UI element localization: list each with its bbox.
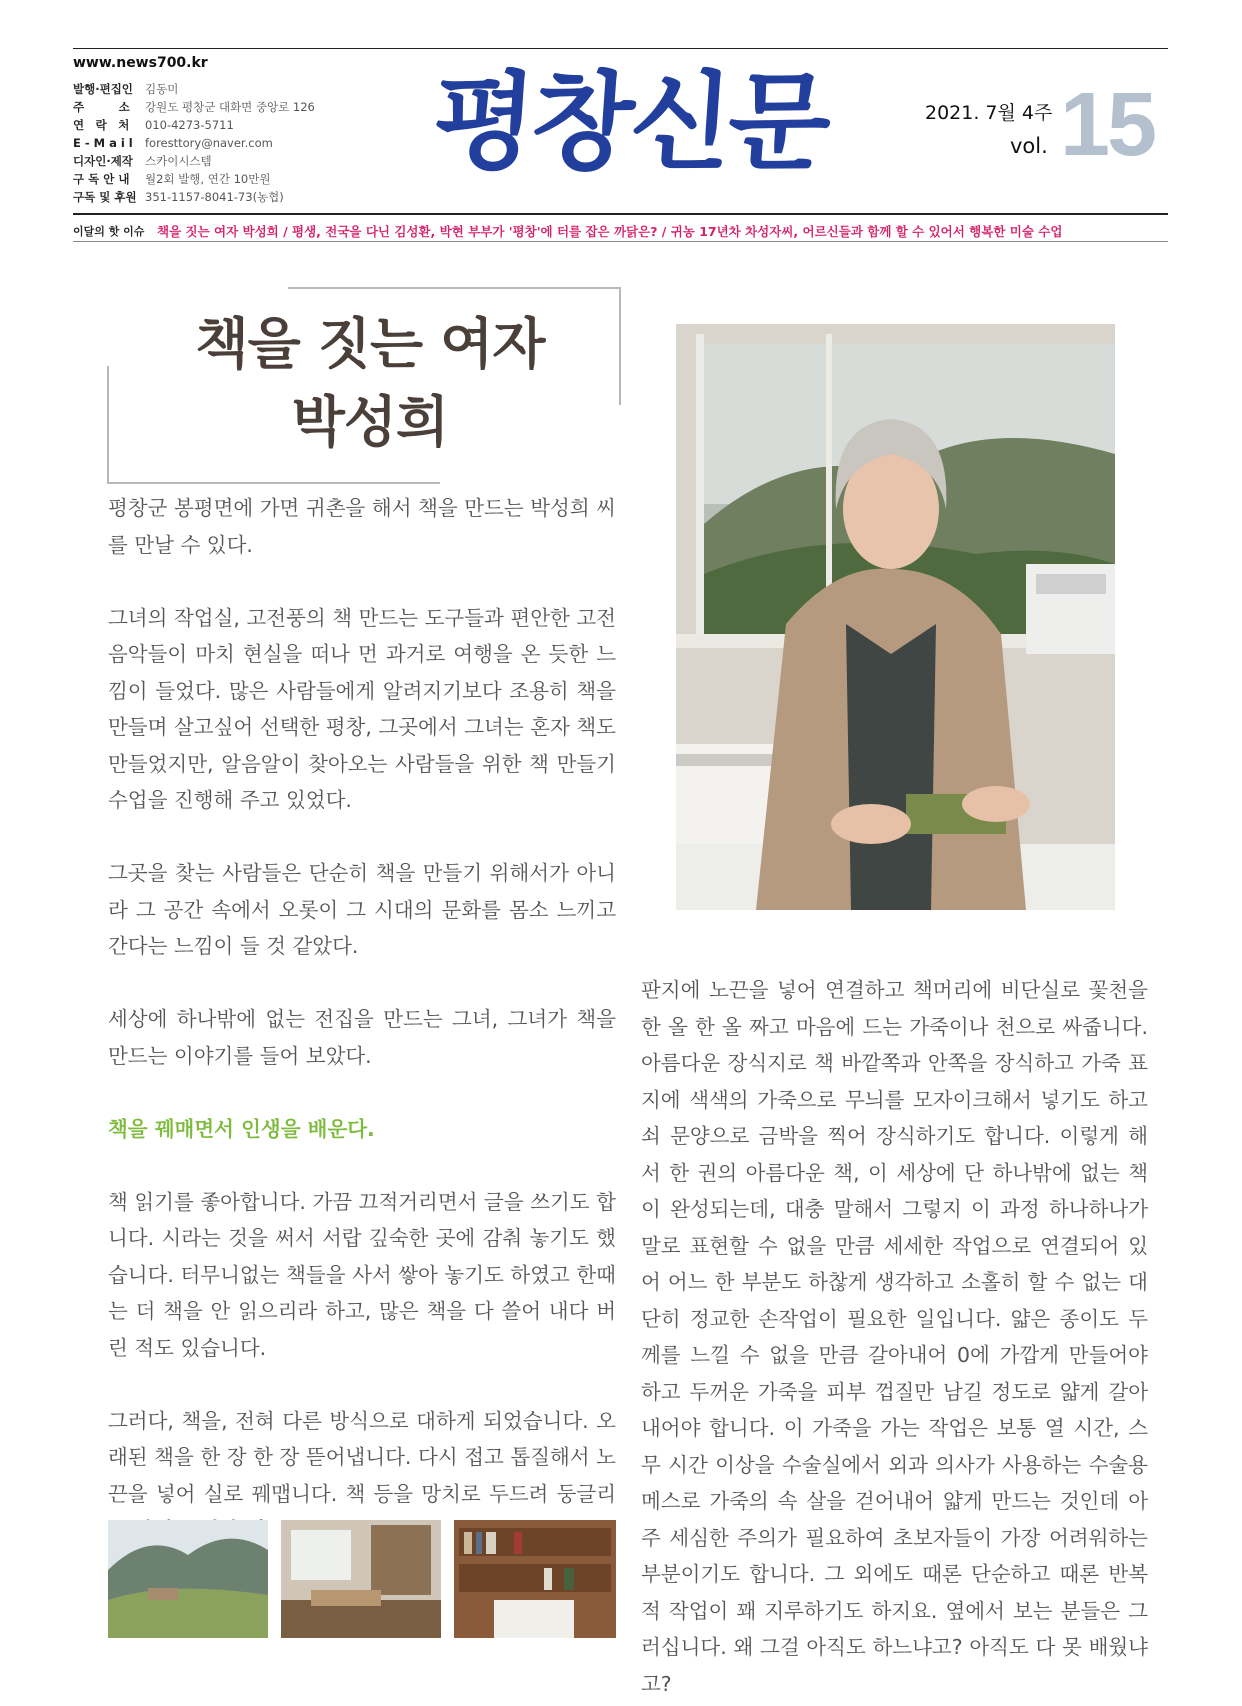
issue-date: 2021. 7월 4주 xyxy=(925,102,1053,124)
publisher-info xyxy=(73,80,315,206)
info-value: foresttory@naver.com xyxy=(145,136,273,150)
info-value: 김동미 xyxy=(145,82,179,96)
issue-vol-label: vol. xyxy=(1010,134,1048,158)
hot-issue-label: 이달의 핫 이슈 xyxy=(73,225,145,238)
info-label: E - M a i l xyxy=(73,136,133,150)
info-label: 구독 및 후원 xyxy=(73,190,137,204)
site-url[interactable]: www.news700.kr xyxy=(73,55,208,71)
section-subheading: 책을 꿰매면서 인생을 배운다. xyxy=(108,1116,375,1141)
info-row xyxy=(73,152,315,170)
masthead-rule xyxy=(73,213,1168,215)
title-frame-top xyxy=(288,287,621,289)
workshop-photo-art xyxy=(281,1520,441,1638)
title-line-2: 박성희 xyxy=(291,390,449,454)
mountain-photo xyxy=(108,1520,268,1638)
paragraph: 판지에 노끈을 넣어 연결하고 책머리에 비단실로 꽃천을 한 올 한 올 짜고 마음에 드는 가죽이나 천으로 싸줍니다. 아름다운 장식지로 책 바깥쪽과 안쪽을 장식하고 가죽 표지에 색색의 가죽으로 무늬를 모자이크해서 넣기도 하고 쇠 문양으로 금박을 찍어 장식하기도 합니다. 이렇게 해서 한 권의 아름다운 책, 이 세상에 단 하나밖에 없는 책이 완성되는데, 대충 말해서 그렇지 이 과정 하나하나가 말로 표현할 수 없을 만큼 세세한 작업으로 연결되어 있어 어느 한 부분도 하찮게 생각하고 소홀히 할 수 없는 대단히 정교한 손작업이 필요한 일입니다. 얇은 종이도 두께를 느낄 수 없을 만큼 갈아내어 0에 가깝게 만들어야 하고 두꺼운 가죽을 피부 껍질만 남길 정도로 얇게 갈아 내어야 합니다. 이 가죽을 가는 작업은 보통 열 시간, 스무 시간 이상을 수술실에서 외과 의사가 사용하는 수술용 메스로 가죽의 속 살을 걷어내어 얇게 만드는 것인데 아주 세심한 주의가 필요하여 초보자들이 가장 어려워하는 부분이기도 합니다. 그 외에도 때론 단순하고 때론 반복적 작업이 꽤 지루하기도 하지요. 옆에서 보는 분들은 그러십니다. 왜 그걸 아직도 하느냐고? 아직도 다 못 배웠냐고? xyxy=(641,978,1148,1696)
info-label: 디자인·제작 xyxy=(73,154,133,168)
bookshelf-photo xyxy=(454,1520,616,1638)
top-rule xyxy=(73,48,1168,49)
left-column xyxy=(108,490,616,1585)
info-value: 010-4273-5711 xyxy=(145,118,234,132)
paragraph: 그녀의 작업실, 고전풍의 책 만드는 도구들과 편안한 고전음악들이 마치 현실을 떠나 먼 과거로 여행을 온 듯한 느낌이 들었다. 많은 사람들에게 알려지기보다 조용히 책을 만들며 살고싶어 선택한 평창, 그곳에서 그녀는 혼자 책도 만들었지만, 알음알이 찾아오는 사람들을 위한 책 만들기 수업을 진행해 주고 있었다. xyxy=(108,605,616,812)
title-frame-bottom xyxy=(107,482,440,484)
article-title xyxy=(110,305,630,461)
hot-issue-bar xyxy=(73,220,1168,242)
info-value: 스카이시스템 xyxy=(145,154,212,168)
portrait-photo xyxy=(676,324,1115,910)
right-column xyxy=(641,972,1148,1702)
paragraph: 세상에 하나밖에 없는 전집을 만드는 그녀, 그녀가 책을 만드는 이야기를 들어 보았다. xyxy=(108,1007,616,1068)
info-row xyxy=(73,116,315,134)
info-row xyxy=(73,188,315,206)
info-row xyxy=(73,98,315,116)
portrait-photo-art xyxy=(676,324,1115,910)
info-row xyxy=(73,134,315,152)
paragraph: 평창군 봉평면에 가면 귀촌을 해서 책을 만드는 박성희 씨를 만날 수 있다. xyxy=(108,496,616,557)
info-label: 발행·편집인 xyxy=(73,82,133,96)
info-value: 351-1157-8041-73(농협) xyxy=(145,190,284,204)
info-row xyxy=(73,80,315,98)
topic-rule xyxy=(73,241,1168,242)
paragraph: 그곳을 찾는 사람들은 단순히 책을 만들기 위해서가 아니라 그 공간 속에서 오롯이 그 시대의 문화를 몸소 느끼고 간다는 느낌이 들 것 같았다. xyxy=(108,861,616,958)
info-row xyxy=(73,170,315,188)
paragraph: 책 읽기를 좋아합니다. 가끔 끄적거리면서 글을 쓰기도 합니다. 시라는 것을 써서 서랍 깊숙한 곳에 감춰 놓기도 했습니다. 터무니없는 책들을 사서 쌓아 놓기도 하였고 한때는 더 책을 안 읽으리라 하고, 많은 책을 다 쓸어 내다 버린 적도 있습니다. xyxy=(108,1189,616,1360)
title-frame-left xyxy=(107,366,109,484)
info-label: 연 락 처 xyxy=(73,118,130,132)
info-value: 강원도 평창군 대화면 중앙로 126 xyxy=(145,100,315,114)
paragraph: 그러다, 책을, 전혀 다른 방식으로 대하게 되었습니다. 오래된 책을 한 장 한 장 뜯어냅니다. 다시 접고 톱질해서 노끈을 넣어 실로 꿰맵니다. 책 등을 망치로 두드려 둥글리 xyxy=(108,1408,616,1506)
info-label: 주 소 xyxy=(73,100,130,114)
workshop-photo xyxy=(281,1520,441,1638)
hot-issue-text[interactable]: 책을 짓는 여자 박성희 / 평생, 전국을 다닌 김성환, 박현 부부가 '평창'에 터를 잡은 까닭은? / 귀농 17년차 차성자씨, 어르신들과 함께 할 수 있어서 행복한 미술 수업 xyxy=(157,224,1063,239)
bookshelf-photo-art xyxy=(454,1520,616,1638)
newspaper-logo: 평창신문 xyxy=(428,59,832,184)
issue-number: 15 xyxy=(1060,75,1155,175)
mountain-photo-art xyxy=(108,1520,268,1638)
info-value: 월2회 발행, 연간 10만원 xyxy=(145,172,271,186)
info-label: 구 독 안 내 xyxy=(73,172,130,186)
title-line-1: 책을 짓는 여자 xyxy=(195,312,545,376)
